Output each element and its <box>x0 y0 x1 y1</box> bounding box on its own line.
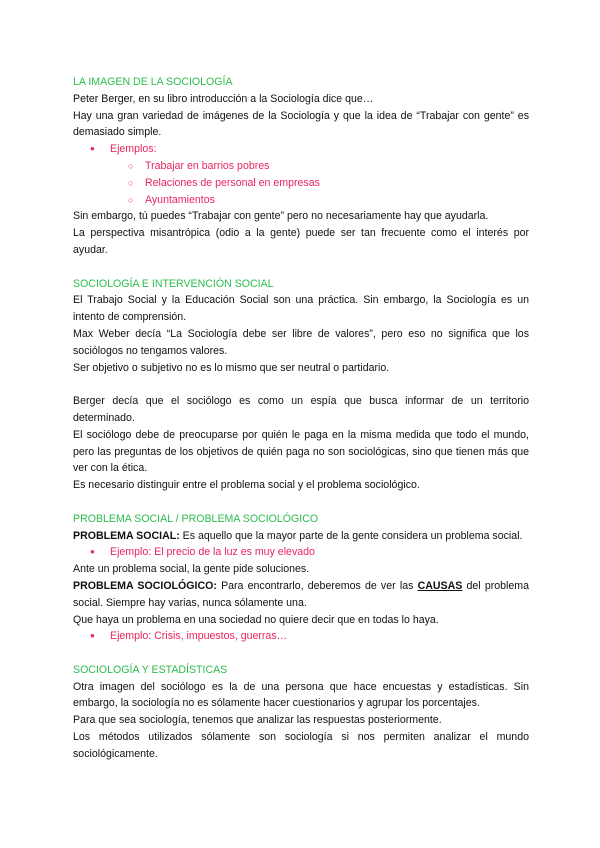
definition-text: del problema social. Siempre hay varias, nunca sólamente una. <box>73 579 529 609</box>
section-heading-intervencion: SOCIOLOGÍA E INTERVENCIÓN SOCIAL <box>73 277 274 290</box>
document-page <box>73 74 529 763</box>
section-heading-estadisticas: SOCIOLOGÍA Y ESTADÍSTICAS <box>73 663 228 676</box>
term-problema-social: PROBLEMA SOCIAL: <box>73 529 180 542</box>
paragraph: Max Weber decía “La Sociología debe ser libre de valores”, pero eso no significa que los sociólogos no tengamos valores. <box>73 327 529 357</box>
paragraph: Para que sea sociología, tenemos que analizar las respuestas posteriormente. <box>73 714 442 727</box>
definition-social <box>73 528 529 545</box>
paragraph: Berger decía que el sociólogo es como un espía que busca informar de un territorio determinado. <box>73 395 529 424</box>
spacer <box>73 645 529 662</box>
spacer <box>73 494 529 511</box>
list-item: ● Ejemplo: Crisis, impuestos, guerras… <box>73 628 529 645</box>
paragraph: El Trabajo Social y la Educación Social son una práctica. Sin embargo, la Sociología es un intento de comprensión. <box>73 294 529 324</box>
spacer <box>73 259 529 276</box>
definition-text: Para encontrarlo, deberemos de ver las <box>216 579 418 592</box>
paragraph: El sociólogo debe de preocuparse por quién le paga en la misma medida que todo el mundo, pero las preguntas de los objetivos de quién paga no son sociológicas, sino que tienen más que ver con la ética. <box>73 428 529 475</box>
paragraph: Sin embargo, tú puedes “Trabajar con gente” pero no necesariamente hay que ayudarla. <box>73 210 489 223</box>
list-item: ● Ejemplos: <box>73 141 529 158</box>
list-item: ● Ejemplo: El precio de la luz es muy elevado <box>73 544 529 561</box>
section-heading-problema: PROBLEMA SOCIAL / PROBLEMA SOCIOLÓGICO <box>73 512 319 525</box>
paragraph: Los métodos utilizados sólamente son sociología si nos permiten analizar el mundo sociológicamente. <box>73 731 529 760</box>
term-problema-sociologico: PROBLEMA SOCIOLÓGICO: <box>73 579 217 592</box>
paragraph: Ser objetivo o subjetivo no es lo mismo que ser neutral o partidario. <box>73 361 390 374</box>
example-list <box>73 628 529 645</box>
list-item: ○ Ayuntamientos <box>73 192 529 209</box>
paragraph: La perspectiva misantrópica (odio a la gente) puede ser tan frecuente como el interés por ayudar. <box>73 227 529 256</box>
examples-list <box>73 141 529 208</box>
paragraph: Es necesario distinguir entre el problema social y el problema sociológico. <box>73 479 420 492</box>
paragraph: Peter Berger, en su libro introducción a la Sociología dice que… <box>73 92 374 105</box>
definition-sociologico <box>73 578 529 612</box>
spacer <box>73 376 529 393</box>
paragraph: Hay una gran variedad de imágenes de la Sociología y que la idea de “Trabajar con gente” es demasiado simple. <box>73 109 529 139</box>
section-heading-imagen: LA IMAGEN DE LA SOCIOLOGÍA <box>73 76 233 88</box>
term-causas: CAUSAS <box>417 579 463 592</box>
list-item: ○ Trabajar en barrios pobres <box>73 158 529 175</box>
paragraph: Que haya un problema en una sociedad no quiere decir que en todas lo haya. <box>73 613 439 626</box>
example-list <box>73 544 529 561</box>
paragraph: Ante un problema social, la gente pide soluciones. <box>73 563 310 576</box>
list-item: ○ Relaciones de personal en empresas <box>73 175 529 192</box>
definition-text: Es aquello que la mayor parte de la gente considera un problema social. <box>179 529 523 542</box>
paragraph: Otra imagen del sociólogo es la de una persona que hace encuestas y estadísticas. Sin embargo, la sociología no es sólamente hacer cuestionarios y agrupar los porcentajes. <box>73 680 529 710</box>
